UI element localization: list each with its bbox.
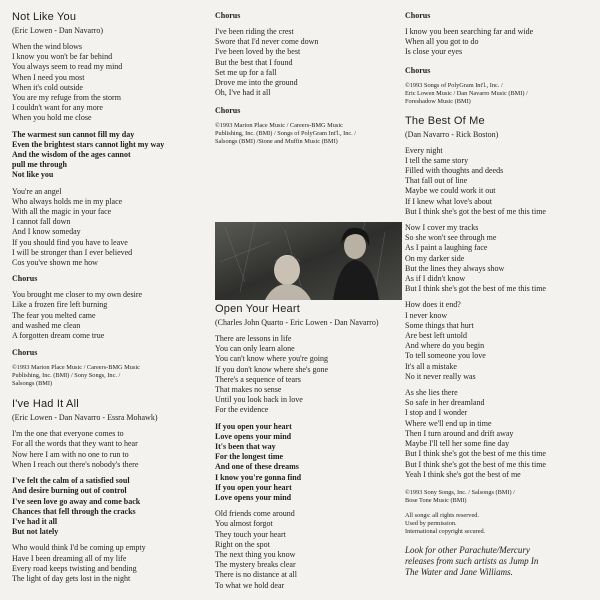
text-line: Who always holds me in my place <box>12 196 123 206</box>
text-line: As she lies there <box>405 388 458 398</box>
text-line: Some things that hurt <box>405 320 474 330</box>
text-line: ©1993 Marion Place Music / Careers-BMG Music <box>215 122 343 130</box>
chorus-label: Chorus <box>215 106 241 116</box>
text-line: As I paint a laughing face <box>405 243 488 253</box>
text-line: And the wisdom of the ages cannot <box>12 150 131 160</box>
copyright-notice <box>405 82 595 106</box>
text-line: Is close your eyes <box>405 47 463 57</box>
text-line: But not lately <box>12 527 59 537</box>
column-middle <box>215 0 405 146</box>
text-line: Not like you <box>12 170 54 180</box>
text-line: It's been that way <box>215 442 276 452</box>
text-line: When you hold me close <box>12 113 92 123</box>
verse <box>405 27 595 58</box>
text-line: ©1993 Songs of PolyGram Int'l., Inc. / <box>405 81 503 89</box>
text-line: But I think she's got the best of me this time <box>405 449 546 459</box>
text-line: I've seen love go away and come back <box>12 496 141 506</box>
verse <box>405 146 595 217</box>
text-line: Who would think I'd be coming up empty <box>12 543 146 553</box>
text-line: For the evidence <box>215 405 269 415</box>
text-line: Look for other Parachute/Mercury <box>405 544 530 555</box>
text-line: Cos you've shown me how <box>12 258 98 268</box>
refrain <box>12 476 202 537</box>
text-line: With all the magic in your face <box>12 207 112 217</box>
text-line: Have I been dreaming all of my life <box>12 553 127 563</box>
text-line: Salsongs (BMI) <box>12 380 53 388</box>
text-line: I've been loved by the best <box>215 47 301 57</box>
verse <box>12 187 202 269</box>
text-line: For the longest time <box>215 452 284 462</box>
text-line: When all you got to do <box>405 37 479 47</box>
verse <box>405 300 595 382</box>
text-line: Old friends come around <box>215 509 295 519</box>
text-line: A forgotten dream come true <box>12 331 105 341</box>
verse <box>215 509 405 591</box>
copyright-notice <box>215 122 405 146</box>
text-line: I know you're gonna find <box>215 472 302 482</box>
text-line: Now I cover my tracks <box>405 223 479 233</box>
text-line: There is no distance at all <box>215 570 297 580</box>
text-line: Filled with thoughts and deeds <box>405 166 504 176</box>
text-line: Love opens your mind <box>215 493 292 503</box>
chorus-label: Chorus <box>405 65 431 75</box>
text-line: I know you won't be far behind <box>12 52 113 62</box>
text-line: You're an angel <box>12 186 62 196</box>
text-line: Set me up for a fall <box>215 67 277 77</box>
chorus-label: Chorus <box>215 11 241 20</box>
text-line: To tell someone you love <box>405 351 486 361</box>
text-line: You are my refuge from the storm <box>12 93 121 103</box>
column-left <box>12 0 202 584</box>
promo-text <box>405 545 595 578</box>
text-line: And desire burning out of control <box>12 486 127 496</box>
text-line: Oh, I've had it all <box>215 88 271 98</box>
verse <box>12 42 202 124</box>
copyright-notice <box>12 364 202 388</box>
text-line: pull me through <box>12 160 67 170</box>
text-line: Where we'll end up in time <box>405 418 492 428</box>
copyright-notice <box>405 489 595 505</box>
song-title-ive-had-it-all: I've Had It All <box>12 398 79 411</box>
text-line: Yeah I think she's got the best of me <box>405 469 521 479</box>
verse <box>405 388 595 480</box>
text-line: You brought me closer to my own desire <box>12 290 143 300</box>
text-line: To what we hold dear <box>215 580 285 590</box>
verse <box>12 290 202 341</box>
song-credit: (Eric Lowen - Dan Navarro - Essra Mohawk) <box>12 413 158 423</box>
text-line: Publishing, Inc. (BMI) / Songs of PolyGram Int'l., Inc. / <box>215 130 357 138</box>
song-title-open-your-heart: Open Your Heart <box>215 303 300 315</box>
text-line: I know you been searching far and wide <box>405 27 534 36</box>
text-line: As if I didn't know <box>405 274 466 284</box>
text-line: They touch your heart <box>215 529 286 539</box>
text-line: You almost forgot <box>215 519 273 529</box>
text-line: There's a sequence of tears <box>215 374 301 384</box>
text-line: When it's cold outside <box>12 82 83 92</box>
text-line: I stop and I wonder <box>405 408 468 418</box>
text-line: But I think she's got the best of me this time <box>405 284 546 294</box>
text-line: Salsongs (BMI) /Stone and Muffin Music (BMI) <box>215 138 338 146</box>
text-line: Every road keeps twisting and bending <box>12 563 137 573</box>
text-line: If you open your heart <box>215 421 292 431</box>
text-line: So she won't see through me <box>405 233 497 243</box>
verse <box>12 429 202 470</box>
text-line: Like a frozen fire left burning <box>12 300 108 310</box>
text-line: All songs: all rights reserved. <box>405 511 479 519</box>
chorus-label: Chorus <box>12 274 38 284</box>
text-line: And where do you begin <box>405 341 485 351</box>
song-credit: (Dan Navarro - Rick Boston) <box>405 129 499 139</box>
text-line: The fear you melted came <box>12 310 96 320</box>
text-line: And one of these dreams <box>215 462 299 472</box>
text-line: Are best left untold <box>405 331 467 341</box>
text-line: I tell the same story <box>405 155 469 165</box>
text-line: When I reach out there's nobody's there <box>12 459 139 469</box>
text-line: For all the words that they want to hear <box>12 439 138 449</box>
text-line: There are lessons in life <box>215 334 292 343</box>
text-line: You always seem to read my mind <box>12 62 123 72</box>
text-line: If you should find you have to leave <box>12 237 128 247</box>
text-line: Used by permission. <box>405 519 457 527</box>
verse <box>405 223 595 294</box>
text-line: ©1993 Marion Place Music / Careers-BMG Music <box>12 364 140 372</box>
text-line: But the lines they always show <box>405 263 505 273</box>
text-line: But I think she's got the best of me this time <box>405 459 546 469</box>
refrain <box>215 422 405 504</box>
text-line: Every night <box>405 145 443 155</box>
text-line: When the wind blows <box>12 42 82 51</box>
verse <box>215 334 405 416</box>
song-title-the-best-of-me: The Best Of Me <box>405 114 485 127</box>
text-line: Bose Tone Music (BMI) <box>405 496 467 504</box>
text-line: If you don't know where she's gone <box>215 364 329 374</box>
text-line: So safe in her dreamland <box>405 398 485 408</box>
text-line: On my darker side <box>405 253 465 263</box>
text-line: I never know <box>405 310 448 320</box>
text-line: releases from such artists as Jump In <box>405 555 539 566</box>
text-line: Chances that fell through the cracks <box>12 506 136 516</box>
text-line: When I need you most <box>12 72 85 82</box>
verse <box>215 27 405 98</box>
band-photo <box>215 222 402 300</box>
text-line: Publishing, Inc. (BMI) / Sony Songs, Inc. / <box>12 372 121 380</box>
text-line: You can only learn alone <box>215 344 295 354</box>
text-line: I'm the one that everyone comes to <box>12 429 124 439</box>
text-line: ©1993 Sony Songs, Inc. / Salsongs (BMI) / <box>405 488 515 496</box>
text-line: But I think she's got the best of me this time <box>405 206 546 216</box>
column-right <box>405 0 595 578</box>
text-line: International copyright secured. <box>405 527 486 535</box>
text-line: Until you look back in love <box>215 395 303 405</box>
text-line: The light of day gets lost in the night <box>12 573 131 583</box>
text-line: It's all a mistake <box>405 361 457 371</box>
text-line: The Water and Jane Williams. <box>405 566 513 577</box>
text-line: But the best that I found <box>215 57 293 67</box>
text-line: Now here I am with no one to run to <box>12 449 129 459</box>
text-line: I've felt the calm of a satisfied soul <box>12 476 130 486</box>
text-line: Right on the spot <box>215 539 270 549</box>
text-line: That fall out of line <box>405 176 468 186</box>
text-line: No it never really was <box>405 371 476 381</box>
text-line: Love opens your mind <box>215 431 292 441</box>
text-line: Then I turn around and drift away <box>405 428 514 438</box>
text-line: Drove me into the ground <box>215 78 298 88</box>
text-line: and washed me clean <box>12 320 81 330</box>
refrain <box>12 130 202 181</box>
text-line: I couldn't want for any more <box>12 103 103 113</box>
text-line: You can't know where you're going <box>215 354 328 364</box>
song-title-not-like-you: Not Like You <box>12 11 77 23</box>
text-line: How does it end? <box>405 300 461 310</box>
text-line: The next thing you know <box>215 550 296 560</box>
text-line: The mystery breaks clear <box>215 560 296 570</box>
text-line: Even the brightest stars cannot light my way <box>12 139 165 149</box>
song-credit: (Charles John Quarto - Eric Lowen - Dan Navarro) <box>215 318 379 327</box>
text-line: And I know someday <box>12 227 81 237</box>
text-line: I cannot fall down <box>12 217 71 227</box>
text-line: If I knew what love's about <box>405 196 492 206</box>
text-line: Swore that I'd never come down <box>215 37 319 47</box>
text-line: Eric Lowen Music / Dan Navarro Music (BMI) / <box>405 89 528 97</box>
column-middle-lower <box>215 303 405 591</box>
text-line: If you open your heart <box>215 482 292 492</box>
text-line: I've had it all <box>12 516 58 526</box>
text-line: I've been riding the crest <box>215 27 294 36</box>
chorus-label: Chorus <box>12 348 38 358</box>
rights-notice <box>405 512 595 536</box>
verse <box>12 543 202 584</box>
text-line: I will be stronger than I ever believed <box>12 247 133 257</box>
text-line: Maybe we could work it out <box>405 186 496 196</box>
text-line: The warmest sun cannot fill my day <box>12 129 135 139</box>
text-line: Foreshadow Music (BMI) <box>405 97 471 105</box>
text-line: That makes no sense <box>215 385 282 395</box>
text-line: Maybe I'll tell her some fine day <box>405 439 510 449</box>
chorus-label: Chorus <box>405 11 431 20</box>
song-credit: (Eric Lowen - Dan Navarro) <box>12 26 104 35</box>
